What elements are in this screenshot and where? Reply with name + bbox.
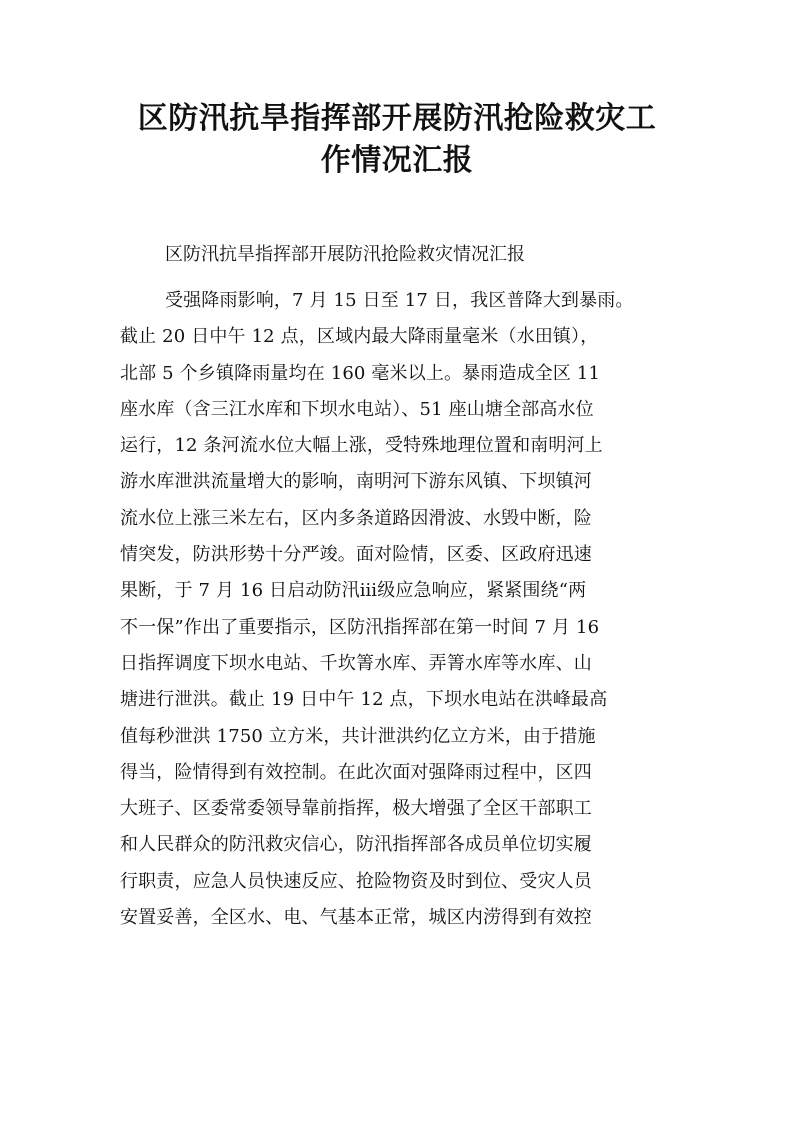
body-line: 运行，12 条河流水位大幅上涨，受特殊地理位置和南明河上 <box>120 435 603 457</box>
body-line: 塘进行泄洪。截止 19 日中午 12 点，下坝水电站在洪峰最高 <box>120 689 608 711</box>
body-line: 得当，险情得到有效控制。在此次面对强降雨过程中，区四 <box>120 761 592 783</box>
document-subtitle: 区防汛抗旱指挥部开展防汛抢险救灾情况汇报 <box>165 244 525 265</box>
body-line: 不一保”作出了重要指示，区防汛指挥部在第一时间 7 月 16 <box>120 616 600 638</box>
body-line: 果断，于 7 月 16 日启动防汛ⅲ级应急响应，紧紧围绕“两 <box>120 580 587 602</box>
body-line: 游水库泄洪流量增大的影响，南明河下游东风镇、下坝镇河 <box>120 471 592 493</box>
body-line: 行职责，应急人员快速反应、抢险物资及时到位、受灾人员 <box>120 870 592 892</box>
body-line: 截止 20 日中午 12 点，区域内最大降雨量毫米（水田镇）， <box>120 326 599 348</box>
document-title <box>100 98 694 182</box>
document-body <box>120 283 680 936</box>
body-line: 座水库（含三江水库和下坝水电站）、51 座山塘全部高水位 <box>120 398 594 420</box>
body-line: 情突发，防洪形势十分严竣。面对险情，区委、区政府迅速 <box>120 544 592 566</box>
body-line: 安置妥善，全区水、电、气基本正常，城区内涝得到有效控 <box>120 907 592 929</box>
document-title-line-2: 作情况汇报 <box>320 143 474 178</box>
body-line: 和人民群众的防汛救灾信心，防汛指挥部各成员单位切实履 <box>120 834 592 856</box>
document-title-line-1: 区防汛抗旱指挥部开展防汛抢险救灾工 <box>137 101 657 136</box>
body-line: 流水位上涨三米左右，区内多条道路因滑波、水毁中断，险 <box>120 507 592 529</box>
body-line: 大班子、区委常委领导靠前指挥，极大增强了全区干部职工 <box>120 798 592 820</box>
body-line: 值每秒泄洪 1750 立方米，共计泄洪约亿立方米，由于措施 <box>120 725 596 747</box>
body-line: 受强降雨影响，7 月 15 日至 17 日，我区普降大到暴雨。 <box>165 290 634 311</box>
body-line: 日指挥调度下坝水电站、千坎箐水库、弄箐水库等水库、山 <box>120 652 592 674</box>
body-line: 北部 5 个乡镇降雨量均在 160 毫米以上。暴雨造成全区 11 <box>120 362 601 384</box>
